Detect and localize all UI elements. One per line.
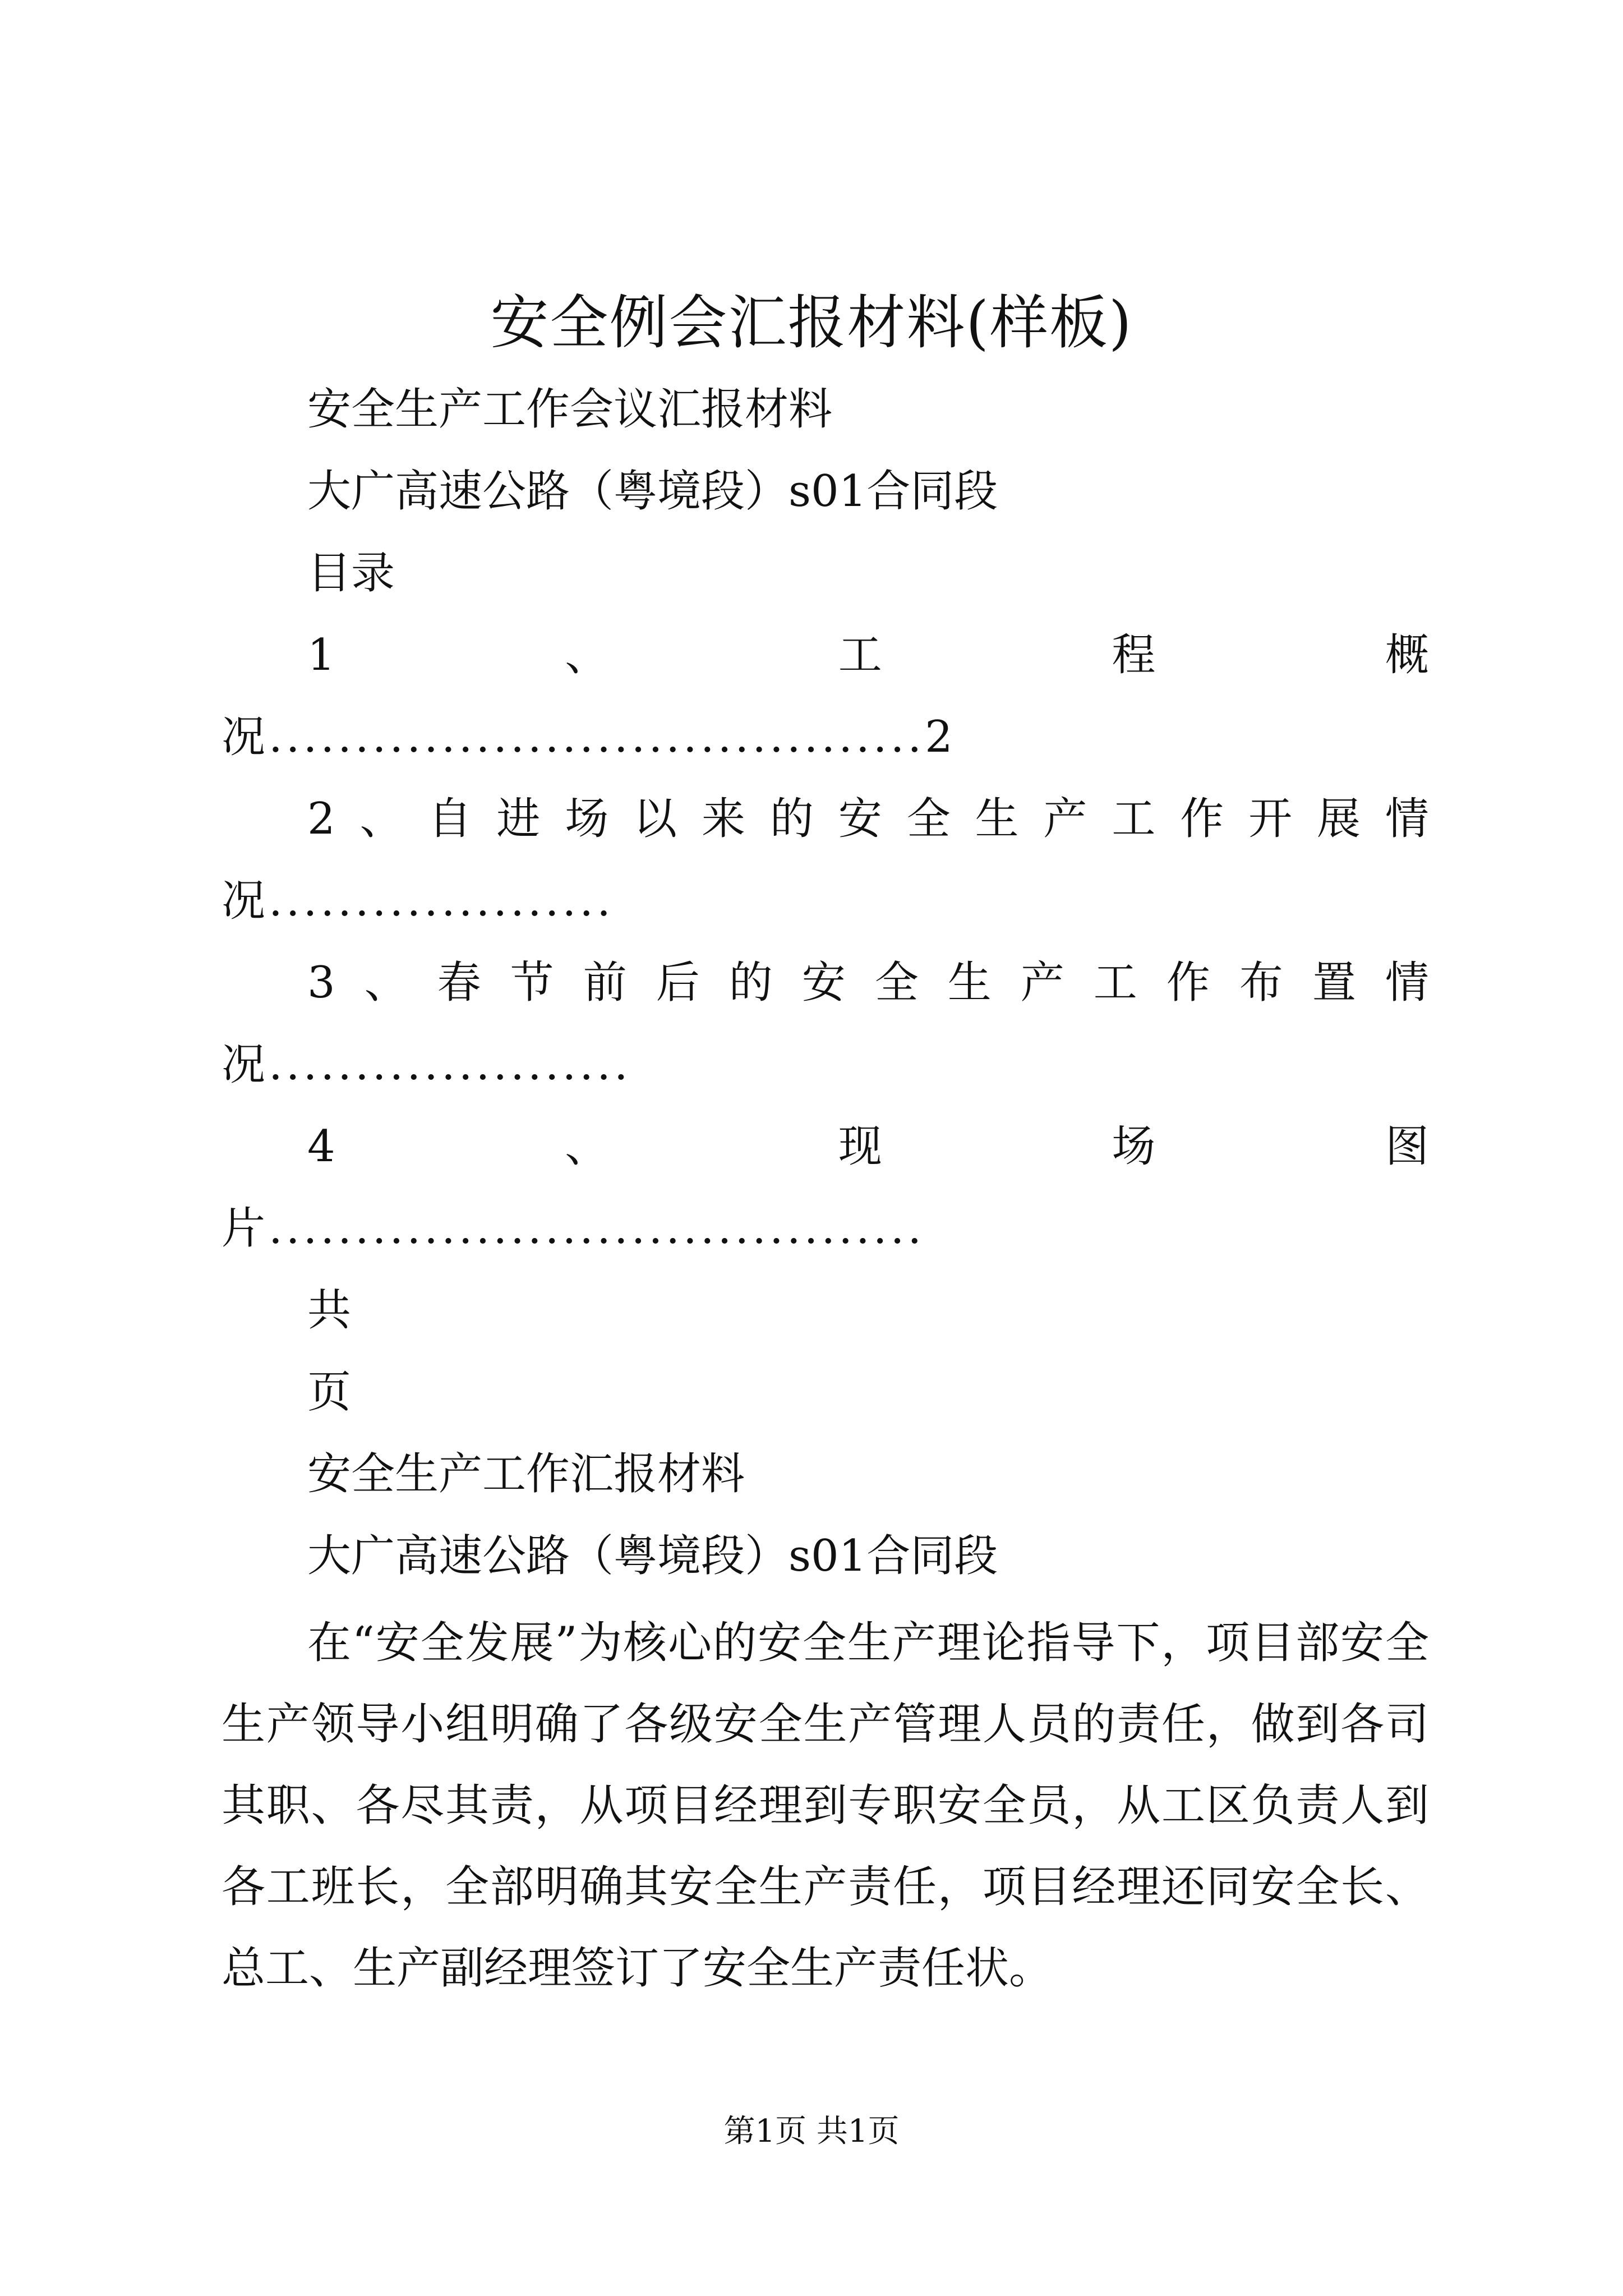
- toc-entry-2-token-7: 的: [769, 794, 814, 844]
- toc-entry-2: [307, 791, 1429, 847]
- toc-entry-4-token-1: 、: [565, 1121, 609, 1172]
- toc-entry-2-token-13: 作: [1180, 794, 1224, 844]
- toc-entry-3-continuation: 况.....................: [222, 1039, 631, 1090]
- toc-entry-3-token-2: 春: [437, 958, 481, 1008]
- toc-entry-2-token-1: 、: [359, 794, 404, 844]
- toc-entry-1-continuation: 况......................................2: [222, 712, 956, 762]
- toc-entry-3-token-13: 布: [1239, 958, 1283, 1008]
- toc-entry-2-token-14: 开: [1248, 794, 1293, 844]
- toc-entry-3-token-5: 后: [656, 958, 700, 1008]
- toc-entry-3-token-8: 全: [874, 958, 919, 1008]
- toc-entry-3-token-9: 生: [947, 958, 992, 1008]
- toc-entry-3-token-1: 、: [364, 958, 408, 1008]
- document-title: 安全例会汇报材料(样板): [490, 288, 1133, 357]
- toc-entry-4-token-4: 图: [1385, 1121, 1429, 1172]
- toc-entry-2-token-8: 安: [838, 794, 882, 844]
- toc-entry-2-token-12: 工: [1112, 794, 1156, 844]
- toc-entry-1-token-3: 程: [1112, 630, 1156, 680]
- toc-entry-1-token-4: 概: [1385, 630, 1429, 680]
- toc-entry-3-token-15: 情: [1385, 958, 1429, 1008]
- toc-entry-4-continuation: 片......................................: [222, 1203, 925, 1254]
- toc-entry-2-token-11: 产: [1043, 794, 1087, 844]
- heading-line-2: 大广高速公路（粤境段）s01合同段: [307, 466, 998, 517]
- body-paragraph: 在“安全发展”为核心的安全生产理论指导下，项目部安全生产领导小组明确了各级安全生产管理人员的责任，做到各司其职、各尽其责，从项目经理到专职安全员，从工区负责人到各工班长，全部明确其安全生产责任，项目经理还同安全长、总工、生产副经理签订了安全生产责任状。: [222, 1618, 1429, 1994]
- toc-entry-1-token-2: 工: [838, 630, 882, 680]
- toc-entry-2-token-10: 生: [975, 794, 1019, 844]
- toc-entry-2-token-15: 展: [1316, 794, 1361, 844]
- section-title: 安全生产工作汇报材料: [307, 1449, 745, 1499]
- toc-entry-3-token-11: 工: [1093, 958, 1137, 1008]
- toc-entry-3-token-14: 置: [1312, 958, 1356, 1008]
- toc-entry-3-token-7: 安: [801, 958, 846, 1008]
- toc-entry-2-token-4: 场: [565, 794, 609, 844]
- page-count-label-2: 页: [307, 1367, 352, 1418]
- toc-entry-3-token-10: 产: [1020, 958, 1064, 1008]
- toc-entry-1-token-1: 、: [565, 630, 609, 680]
- page-footer: 第1页 共1页: [723, 2113, 900, 2150]
- toc-entry-2-token-9: 全: [906, 794, 951, 844]
- toc-entry-2-token-0: 2: [307, 794, 335, 844]
- toc-entry-2-token-5: 以: [633, 794, 677, 844]
- toc-entry-3-token-0: 3: [307, 958, 335, 1008]
- toc-entry-4: [307, 1119, 1429, 1175]
- toc-entry-3: [307, 955, 1429, 1011]
- toc-entry-4-token-3: 场: [1112, 1121, 1156, 1172]
- toc-entry-1: [307, 627, 1429, 683]
- section-subtitle: 大广高速公路（粤境段）s01合同段: [307, 1531, 998, 1581]
- toc-entry-4-token-0: 4: [307, 1121, 335, 1172]
- toc-entry-4-token-2: 现: [838, 1121, 882, 1172]
- toc-entry-3-token-4: 前: [583, 958, 627, 1008]
- toc-entry-2-continuation: 况....................: [222, 876, 614, 926]
- toc-entry-2-token-2: 自: [428, 794, 472, 844]
- toc-entry-3-token-3: 节: [510, 958, 554, 1008]
- page-count-label-1: 共: [307, 1285, 352, 1336]
- toc-entry-2-token-16: 情: [1385, 794, 1429, 844]
- toc-entry-3-token-6: 的: [728, 958, 773, 1008]
- toc-entry-3-token-12: 作: [1166, 958, 1210, 1008]
- toc-entry-2-token-3: 进: [496, 794, 541, 844]
- toc-heading: 目录: [307, 548, 395, 599]
- heading-line-1: 安全生产工作会议汇报材料: [307, 384, 833, 435]
- toc-entry-2-token-6: 来: [701, 794, 745, 844]
- toc-entry-1-token-0: 1: [307, 630, 335, 680]
